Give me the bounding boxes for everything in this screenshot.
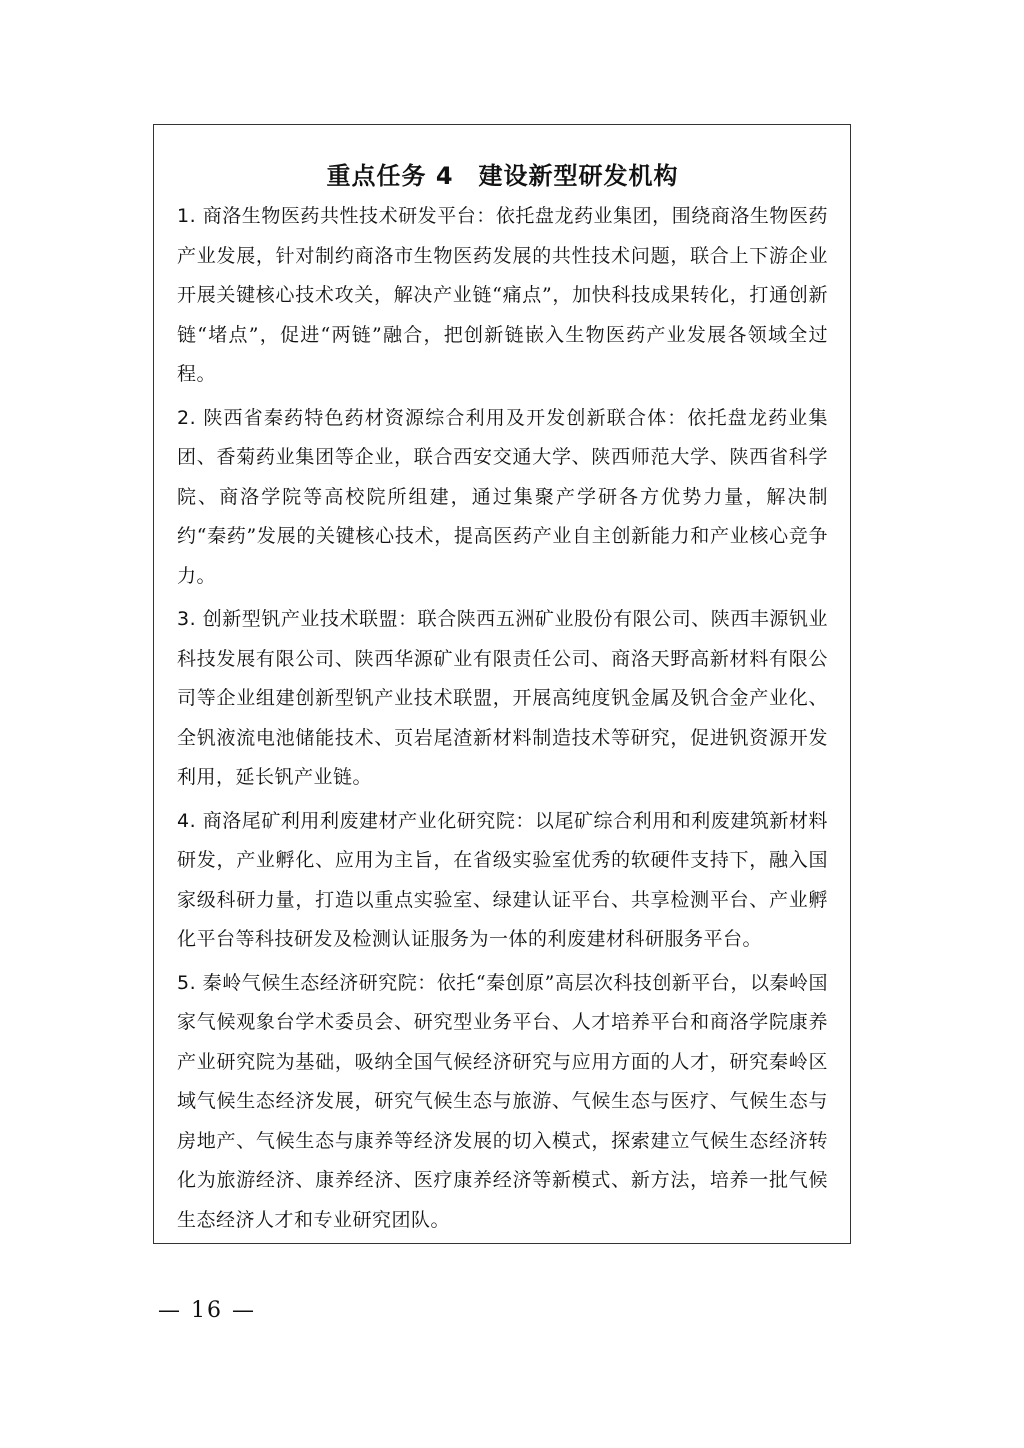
task-item-3 bbox=[177, 600, 828, 798]
task-item-5 bbox=[177, 964, 828, 1241]
task-item-1 bbox=[177, 197, 828, 395]
task-item-body: 以尾矿综合利用和利废建筑新材料研发，产业孵化、应用为主旨，在省级实验室优秀的软硬件支持下，融入国家级科研力量，打造以重点实验室、绿建认证平台、共享检测平台、产业孵化平台等科技研发及检测认证服务为一体的利废建材科研服务平台。 bbox=[177, 809, 828, 950]
page-number: — 16 — bbox=[158, 1298, 256, 1323]
task-title: 重点任务 4 建设新型研发机构 bbox=[326, 162, 679, 190]
task-item-body: 依托“秦创原”高层次科技创新平台，以秦岭国家气候观象台学术委员会、研究型业务平台、人才培养平台和商洛学院康养产业研究院为基础，吸纳全国气候经济研究与应用方面的人才，研究秦岭区域气候生态经济发展，研究气候生态与旅游、气候生态与医疗、气候生态与房地产、气候生态与康养等经济发展的切入模式，探索建立气候生态经济转化为旅游经济、康养经济、医疗康养经济等新模式、新方法，培养一批气候生态经济人才和专业研究团队。 bbox=[177, 971, 828, 1231]
task-item-body: 依托盘龙药业集团，围绕商洛生物医药产业发展，针对制约商洛市生物医药发展的共性技术问题，联合上下游企业开展关键核心技术攻关，解决产业链“痛点”，加快科技成果转化，打通创新链“堵点”，促进“两链”融合，把创新链嵌入生物医药产业发展各领域全过程。 bbox=[177, 205, 828, 385]
task-item-lead: 1. 商洛生物医药共性技术研发平台： bbox=[177, 205, 496, 227]
task-item-4 bbox=[177, 802, 828, 960]
task-item-body: 联合陕西五洲矿业股份有限公司、陕西丰源钒业科技发展有限公司、陕西华源矿业有限责任公司、商洛天野高新材料有限公司等企业组建创新型钒产业技术联盟，开展高纯度钒金属及钒合金产业化、全钒液流电池储能技术、页岩尾渣新材料制造技术等研究，促进钒资源开发利用，延长钒产业链。 bbox=[177, 608, 828, 788]
task-item-lead: 4. 商洛尾矿利用利废建材产业化研究院： bbox=[177, 809, 535, 832]
task-item-lead: 5. 秦岭气候生态经济研究院： bbox=[177, 971, 437, 994]
task-item-lead: 2. 陕西省秦药特色药材资源综合利用及开发创新联合体： bbox=[177, 406, 688, 429]
task-item-body: 依托盘龙药业集团、香菊药业集团等企业，联合西安交通大学、陕西师范大学、陕西省科学院、商洛学院等高校院所组建，通过集聚产学研各方优势力量，解决制约“秦药”发展的关键核心技术，提高医药产业自主创新能力和产业核心竞争力。 bbox=[177, 406, 828, 587]
task-box bbox=[153, 124, 851, 1244]
task-item-2 bbox=[177, 399, 828, 597]
task-item-lead: 3. 创新型钒产业技术联盟： bbox=[177, 608, 418, 630]
